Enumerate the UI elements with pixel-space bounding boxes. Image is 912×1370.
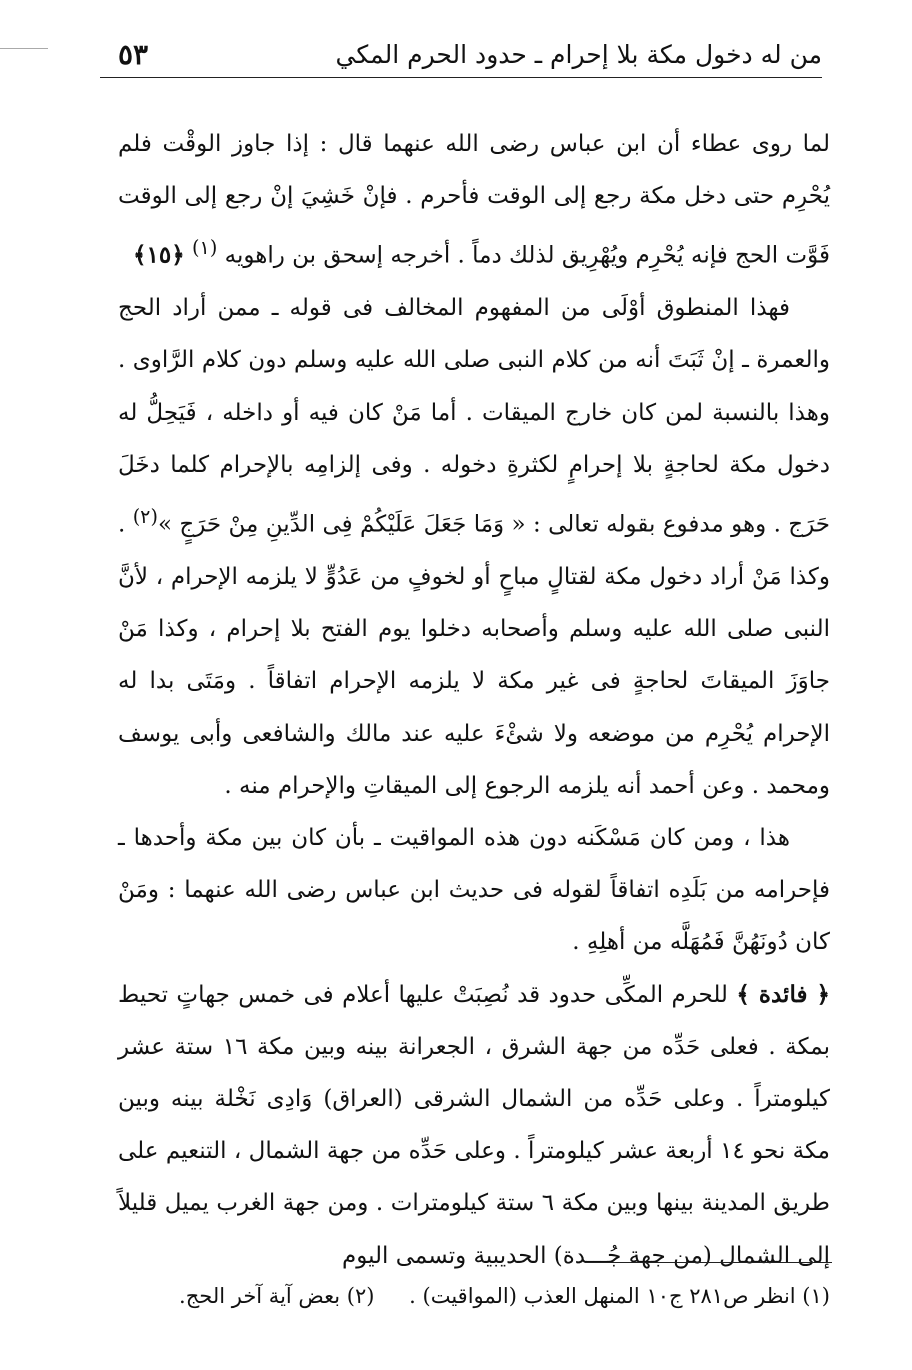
footnotes [118,1276,830,1316]
paragraph-1-text: لما روى عطاء أن ابن عباس رضى الله عنهما قال : إذا جاوز الوقْت فلم يُحْرِم حتى دخل مكة رجع إلى الوقت فأحرم . فإنْ خَشِيَ إنْ رجع إلى الوقت فَوَّت الحج فإنه يُحْرِم ويُهْرِيق لذلك دماً . أخرجه إسحق بن راهويه [118,131,830,270]
paragraph-1 [118,118,830,282]
paragraph-3 [118,812,830,969]
footnote-ref-2: (٢) [132,505,158,529]
corner-mark [0,48,48,49]
footnote-ref-1: (١) [192,236,218,260]
running-title: من له دخول مكة بلا إحرام ـ حدود الحرم المكي [335,40,822,69]
paragraph-4-text: للحرم المكِّى حدود قد نُصِبَتْ عليها أعلام فى خمس جهاتٍ تحيط بمكة . فعلى حَدِّه من جهة الشرق ، الجعرانة بينه وبين مكة ١٦ ستة عشر كيلومتراً . وعلى حَدِّه من الشمال الشرقى (العراق) وَادِى نَخْلة بينه وبين مكة نحو ١٤ أربعة عشر كيلومتراً . وعلى حَدِّه من جهة الشمال ، التنعيم على طريق المدينة بينها وبين مكة ٦ ستة كيلومترات . ومن جهة الغرب يميل قليلاً إلى الشمال (من جهة جُـــدة) الحديبية وتسمى اليوم [118,981,831,1269]
page-header [118,30,822,80]
paragraph-3-text: هذا ، ومن كان مَسْكَنه دون هذه المواقيت ـ بأن كان بين مكة وأحدها ـ فإحرامه من بَلَدِه اتفاقاً لقوله فى حديث ابن عباس رضى الله عنهما : ومَنْ كان دُونَهُنَّ فَمُهَلَّه من أهلِهِ . [118,824,830,956]
header-rule [100,77,822,78]
paragraph-2-text: فهذا المنطوق أوْلَى من المفهوم المخالف فى قوله ـ ممن أراد الحج والعمرة ـ إنْ ثَبَتَ أنه من كلام النبى صلى الله عليه وسلم دون كلام الرَّاوى . وهذا بالنسبة لمن كان خارج الميقات . أما مَنْ كان فيه أو داخله ، فَيَحِلُّ له دخول مكة لحاجةٍ بلا إحرامٍ لكثرةِ دخوله . وفى إلزامِه بالإحرام كلما دخَلَ حَرَج . وهو مدفوع بقوله تعالى : « وَمَا جَعَلَ عَلَيْكُمْ فِى الدِّينِ مِنْ حَرَجٍ » [118,295,831,538]
benefit-label: ﴿ فائدة ﴾ [736,980,831,1008]
paragraph-4 [118,969,830,1282]
page-number: ٥٣ [118,38,149,71]
paragraph-2 [118,282,830,812]
footnote-1: (١) انظر ص٢٨١ ج١٠ المنهل العذب (المواقيت) . [409,1284,830,1308]
hadith-number: ﴿١٥﴾ [133,242,185,270]
main-text [118,118,830,1282]
footnote-2: (٢) بعض آية آخر الحج. [179,1284,375,1308]
paragraph-2-continuation: . وكذا مَنْ أراد دخول مكة لقتالٍ مباحٍ أو لخوفٍ من عَدُوٍّ لا يلزمه الإحرام ، لأنَّ النبى صلى الله عليه وسلم وأصحابه دخلوا يوم الفتح بلا إحرام ، وكذا مَنْ جاوَزَ الميقاتَ لحاجةٍ فى غير مكة لا يلزمه الإحرام اتفاقاً . ومَتَى بدا له الإحرام يُحْرِم من موضعه ولا شئْءَ عليه عند مالك والشافعى وأبى يوسف ومحمد . وعن أحمد أنه يلزمه الرجوع إلى الميقاتِ والإحرام منه . [118,511,830,799]
footnote-rule [586,1262,832,1263]
